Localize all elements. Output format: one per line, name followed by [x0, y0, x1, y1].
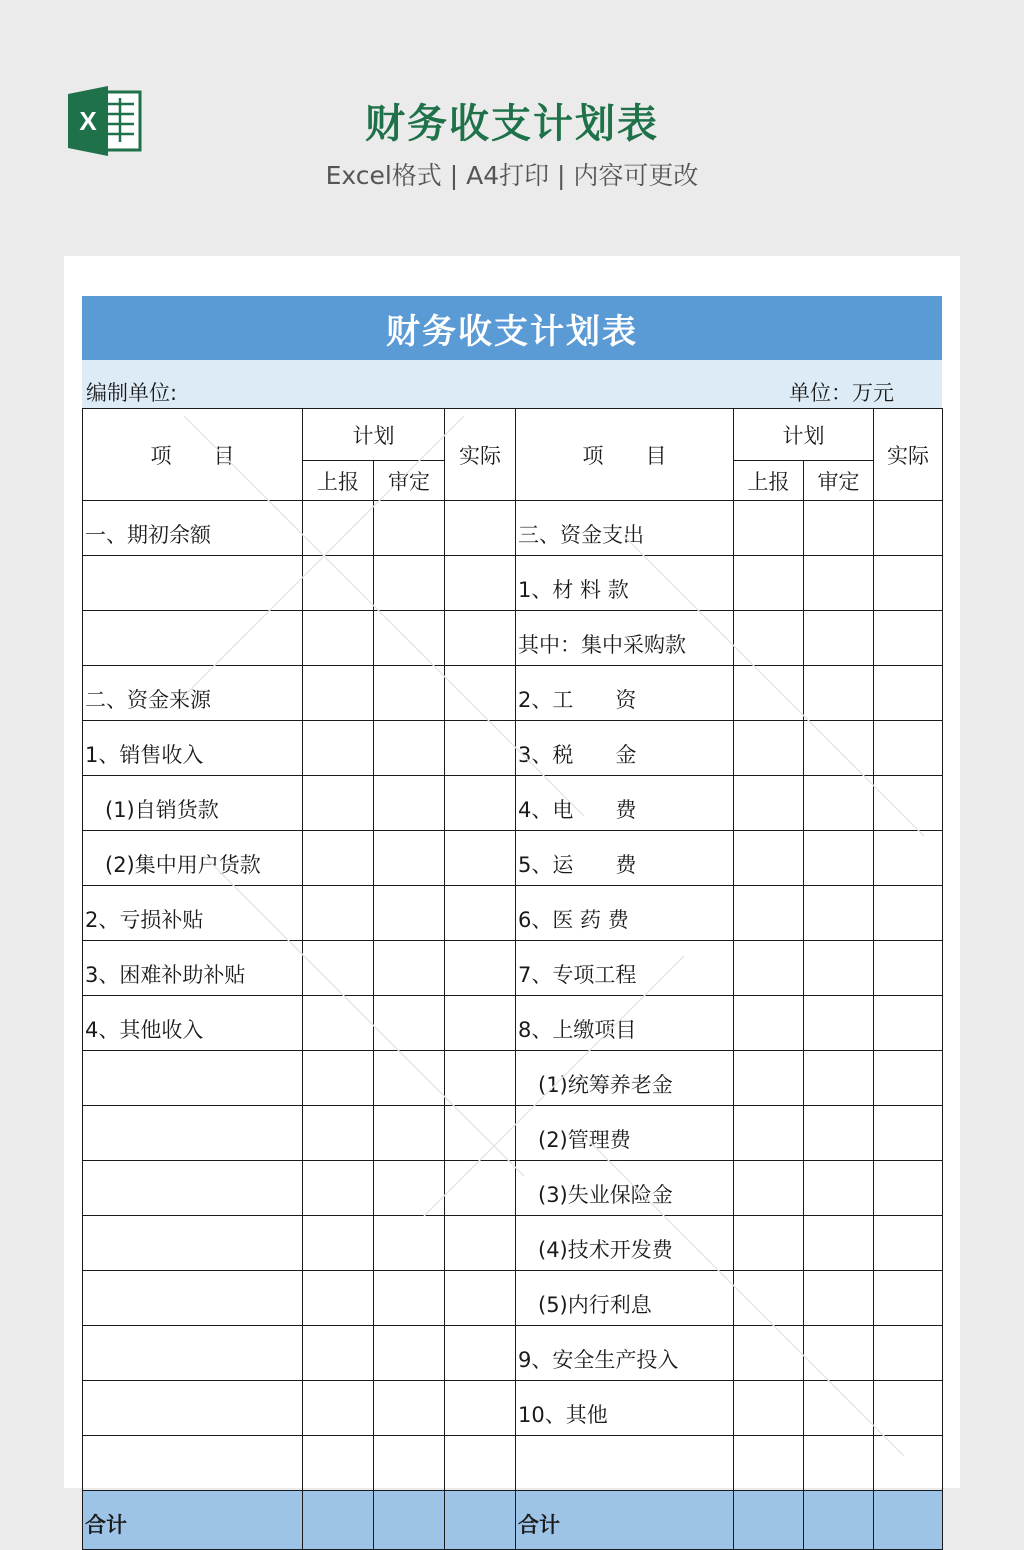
- table-row: [83, 776, 943, 831]
- table-row: [83, 611, 943, 666]
- value-cell[interactable]: [445, 501, 516, 556]
- value-cell[interactable]: [804, 1271, 874, 1326]
- total-value-cell[interactable]: [374, 1491, 445, 1550]
- value-cell[interactable]: [874, 941, 943, 996]
- header-item-left: 项 目: [83, 409, 303, 501]
- value-cell[interactable]: [445, 1051, 516, 1106]
- value-cell[interactable]: [874, 1161, 943, 1216]
- value-cell[interactable]: [874, 996, 943, 1051]
- row-label-left[interactable]: (2)集中用户货款: [83, 831, 303, 886]
- value-cell[interactable]: [303, 886, 374, 941]
- value-cell[interactable]: [804, 886, 874, 941]
- value-cell[interactable]: [374, 941, 445, 996]
- value-cell[interactable]: [874, 556, 943, 611]
- value-cell[interactable]: [374, 1106, 445, 1161]
- row-label-left[interactable]: [83, 1381, 303, 1436]
- table-row: [83, 1381, 943, 1436]
- row-label-left[interactable]: [83, 1326, 303, 1381]
- value-cell[interactable]: [374, 1381, 445, 1436]
- value-cell[interactable]: [734, 1271, 804, 1326]
- value-cell[interactable]: [445, 831, 516, 886]
- value-cell[interactable]: [804, 776, 874, 831]
- value-cell[interactable]: [734, 611, 804, 666]
- value-cell[interactable]: [303, 1436, 374, 1491]
- value-cell[interactable]: [374, 721, 445, 776]
- value-cell[interactable]: [804, 556, 874, 611]
- page-subtitle: Excel格式 | A4打印 | 内容可更改: [325, 161, 699, 190]
- table-row: [83, 1271, 943, 1326]
- table-row: [83, 666, 943, 721]
- value-cell[interactable]: [734, 1106, 804, 1161]
- value-cell[interactable]: [734, 721, 804, 776]
- total-value-cell[interactable]: [303, 1491, 374, 1550]
- row-label-right[interactable]: 其中：集中采购款: [516, 611, 734, 666]
- value-cell[interactable]: [445, 1381, 516, 1436]
- value-cell[interactable]: [374, 996, 445, 1051]
- value-cell[interactable]: [303, 831, 374, 886]
- value-cell[interactable]: [804, 501, 874, 556]
- value-cell[interactable]: [374, 666, 445, 721]
- value-cell[interactable]: [374, 1216, 445, 1271]
- row-label-right[interactable]: 5、运 费: [516, 831, 734, 886]
- value-cell[interactable]: [874, 1381, 943, 1436]
- total-value-cell[interactable]: [804, 1491, 874, 1550]
- value-cell[interactable]: [303, 1106, 374, 1161]
- value-cell[interactable]: [734, 886, 804, 941]
- row-label-left[interactable]: [83, 1106, 303, 1161]
- value-cell[interactable]: [734, 501, 804, 556]
- value-cell[interactable]: [445, 1436, 516, 1491]
- table-row: [83, 1161, 943, 1216]
- row-label-left[interactable]: [83, 611, 303, 666]
- value-cell[interactable]: [374, 1271, 445, 1326]
- value-cell[interactable]: [734, 1216, 804, 1271]
- header-actual-left: 实际: [445, 409, 516, 501]
- value-cell[interactable]: [374, 501, 445, 556]
- row-label-right[interactable]: (3)失业保险金: [516, 1161, 734, 1216]
- table-row: [83, 886, 943, 941]
- finance-table: [82, 408, 943, 1550]
- value-cell[interactable]: [874, 666, 943, 721]
- table-row: [83, 556, 943, 611]
- table-row: [83, 1436, 943, 1491]
- row-label-right[interactable]: (2)管理费: [516, 1106, 734, 1161]
- row-label-right[interactable]: 9、安全生产投入: [516, 1326, 734, 1381]
- value-cell[interactable]: [303, 776, 374, 831]
- value-cell[interactable]: [303, 1051, 374, 1106]
- header-item-right: 项 目: [516, 409, 734, 501]
- value-cell[interactable]: [303, 666, 374, 721]
- value-cell[interactable]: [303, 1161, 374, 1216]
- value-cell[interactable]: [804, 1216, 874, 1271]
- value-cell[interactable]: [874, 1271, 943, 1326]
- value-cell[interactable]: [804, 1381, 874, 1436]
- total-value-cell[interactable]: [874, 1491, 943, 1550]
- value-cell[interactable]: [804, 1326, 874, 1381]
- value-cell[interactable]: [445, 721, 516, 776]
- value-cell[interactable]: [804, 721, 874, 776]
- value-cell[interactable]: [734, 941, 804, 996]
- row-label-left[interactable]: 1、销售收入: [83, 721, 303, 776]
- value-cell[interactable]: [874, 776, 943, 831]
- value-cell[interactable]: [303, 941, 374, 996]
- value-cell[interactable]: [445, 666, 516, 721]
- value-cell[interactable]: [445, 1106, 516, 1161]
- value-cell[interactable]: [804, 831, 874, 886]
- value-cell[interactable]: [374, 776, 445, 831]
- value-cell[interactable]: [445, 556, 516, 611]
- table-row: [83, 721, 943, 776]
- svg-text:X: X: [79, 106, 97, 136]
- value-cell[interactable]: [804, 1436, 874, 1491]
- value-cell[interactable]: [303, 501, 374, 556]
- value-cell[interactable]: [734, 556, 804, 611]
- value-cell[interactable]: [445, 1216, 516, 1271]
- row-label-right[interactable]: 6、医 药 费: [516, 886, 734, 941]
- row-label-right[interactable]: (4)技术开发费: [516, 1216, 734, 1271]
- row-label-right[interactable]: 3、税 金: [516, 721, 734, 776]
- table-row: [83, 1051, 943, 1106]
- value-cell[interactable]: [734, 666, 804, 721]
- value-cell[interactable]: [734, 1436, 804, 1491]
- value-cell[interactable]: [445, 1271, 516, 1326]
- total-row: [83, 1491, 943, 1550]
- total-value-cell[interactable]: [734, 1491, 804, 1550]
- value-cell[interactable]: [303, 556, 374, 611]
- value-cell[interactable]: [445, 1326, 516, 1381]
- value-cell[interactable]: [874, 611, 943, 666]
- value-cell[interactable]: [734, 1161, 804, 1216]
- total-label-right[interactable]: 合计: [516, 1491, 734, 1550]
- row-label-left[interactable]: [83, 1216, 303, 1271]
- value-cell[interactable]: [874, 886, 943, 941]
- unit-right-label: 单位：万元: [789, 381, 894, 405]
- meta-row: [82, 360, 942, 408]
- header-actual-right: 实际: [874, 409, 943, 501]
- row-label-left[interactable]: [83, 1271, 303, 1326]
- total-label-left[interactable]: 合计: [83, 1491, 303, 1550]
- header-approve-left: 审定: [374, 461, 445, 501]
- header-report-left: 上报: [303, 461, 374, 501]
- value-cell[interactable]: [804, 1161, 874, 1216]
- value-cell[interactable]: [374, 831, 445, 886]
- value-cell[interactable]: [734, 831, 804, 886]
- value-cell[interactable]: [374, 556, 445, 611]
- row-label-right[interactable]: 4、电 费: [516, 776, 734, 831]
- value-cell[interactable]: [874, 1436, 943, 1491]
- table-row: [83, 1216, 943, 1271]
- row-label-right[interactable]: (1)统筹养老金: [516, 1051, 734, 1106]
- row-label-right[interactable]: 三、资金支出: [516, 501, 734, 556]
- row-label-right[interactable]: (5)内行利息: [516, 1271, 734, 1326]
- value-cell[interactable]: [874, 1326, 943, 1381]
- page-title: 财务收支计划表: [365, 101, 659, 147]
- value-cell[interactable]: [303, 721, 374, 776]
- value-cell[interactable]: [734, 1051, 804, 1106]
- unit-left-label: 编制单位:: [86, 381, 178, 405]
- value-cell[interactable]: [445, 1161, 516, 1216]
- row-label-right[interactable]: 7、专项工程: [516, 941, 734, 996]
- value-cell[interactable]: [874, 1106, 943, 1161]
- value-cell[interactable]: [374, 1326, 445, 1381]
- table-row: [83, 831, 943, 886]
- value-cell[interactable]: [303, 611, 374, 666]
- total-value-cell[interactable]: [445, 1491, 516, 1550]
- value-cell[interactable]: [874, 1051, 943, 1106]
- row-label-left[interactable]: (1)自销货款: [83, 776, 303, 831]
- header-report-right: 上报: [734, 461, 804, 501]
- value-cell[interactable]: [874, 831, 943, 886]
- value-cell[interactable]: [804, 666, 874, 721]
- value-cell[interactable]: [734, 776, 804, 831]
- row-label-left[interactable]: [83, 1161, 303, 1216]
- value-cell[interactable]: [804, 611, 874, 666]
- value-cell[interactable]: [303, 996, 374, 1051]
- row-label-right[interactable]: 1、材 料 款: [516, 556, 734, 611]
- row-label-left[interactable]: 2、亏损补贴: [83, 886, 303, 941]
- value-cell[interactable]: [374, 611, 445, 666]
- value-cell[interactable]: [874, 721, 943, 776]
- value-cell[interactable]: [303, 1326, 374, 1381]
- header-plan-right: 计划: [734, 409, 874, 461]
- row-label-right[interactable]: [516, 1436, 734, 1491]
- value-cell[interactable]: [445, 996, 516, 1051]
- row-label-right[interactable]: 2、工 资: [516, 666, 734, 721]
- table-row: [83, 996, 943, 1051]
- value-cell[interactable]: [445, 611, 516, 666]
- row-label-left[interactable]: 4、其他收入: [83, 996, 303, 1051]
- sheet-banner: 财务收支计划表: [82, 296, 942, 360]
- sheet-paper: [64, 256, 960, 1537]
- table-row: [83, 501, 943, 556]
- value-cell[interactable]: [804, 941, 874, 996]
- value-cell[interactable]: [734, 1326, 804, 1381]
- row-label-left[interactable]: 3、困难补助补贴: [83, 941, 303, 996]
- header-approve-right: 审定: [804, 461, 874, 501]
- value-cell[interactable]: [874, 501, 943, 556]
- table-row: [83, 1326, 943, 1381]
- value-cell[interactable]: [445, 776, 516, 831]
- value-cell[interactable]: [445, 941, 516, 996]
- table-row: [83, 941, 943, 996]
- row-label-left[interactable]: 二、资金来源: [83, 666, 303, 721]
- row-label-right[interactable]: 10、其他: [516, 1381, 734, 1436]
- row-label-left[interactable]: [83, 1051, 303, 1106]
- value-cell[interactable]: [734, 1381, 804, 1436]
- row-label-left[interactable]: [83, 556, 303, 611]
- row-label-right[interactable]: 8、上缴项目: [516, 996, 734, 1051]
- value-cell[interactable]: [804, 1106, 874, 1161]
- value-cell[interactable]: [804, 1051, 874, 1106]
- value-cell[interactable]: [374, 1161, 445, 1216]
- value-cell[interactable]: [303, 1271, 374, 1326]
- row-label-left[interactable]: 一、期初余额: [83, 501, 303, 556]
- value-cell[interactable]: [303, 1381, 374, 1436]
- value-cell[interactable]: [374, 1051, 445, 1106]
- value-cell[interactable]: [303, 1216, 374, 1271]
- row-label-left[interactable]: [83, 1436, 303, 1491]
- value-cell[interactable]: [374, 1436, 445, 1491]
- value-cell[interactable]: [874, 1216, 943, 1271]
- header-plan-left: 计划: [303, 409, 445, 461]
- value-cell[interactable]: [804, 996, 874, 1051]
- value-cell[interactable]: [445, 886, 516, 941]
- table-row: [83, 1106, 943, 1161]
- value-cell[interactable]: [374, 886, 445, 941]
- value-cell[interactable]: [734, 996, 804, 1051]
